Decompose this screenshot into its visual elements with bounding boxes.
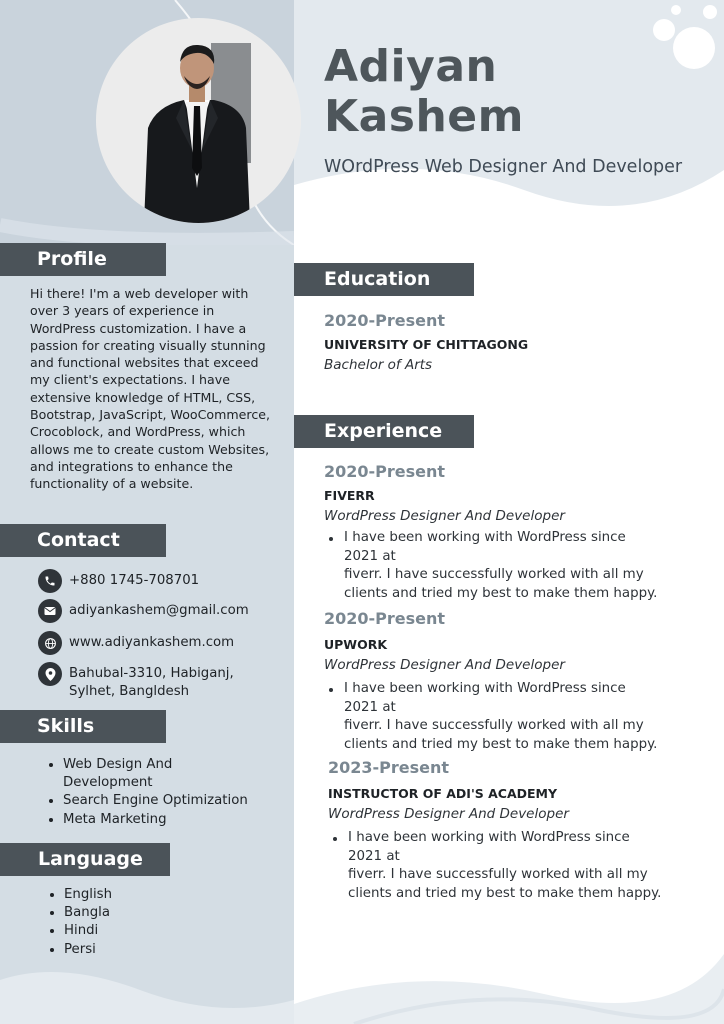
phone-icon — [38, 569, 62, 593]
experience-company: INSTRUCTOR OF ADI'S ACADEMY — [328, 786, 558, 801]
contact-address — [38, 662, 234, 701]
contact-phone — [38, 569, 199, 593]
footer-wave-decoration — [294, 914, 724, 1024]
bubble-decoration — [653, 19, 675, 41]
experience-description: I have been working with WordPress since 2021 at fiverr. I have successfully worked with all my clients and tried my best to make them happy. — [324, 529, 664, 603]
profile-heading: Profile — [0, 243, 166, 276]
contact-email — [38, 599, 249, 623]
education-institution: UNIVERSITY OF CHITTAGONG — [324, 337, 529, 352]
last-name: Kashem — [324, 91, 524, 142]
list-item: Persi — [48, 941, 248, 959]
list-item: Hindi — [48, 922, 248, 940]
email-address[interactable]: adiyankashem@gmail.com — [69, 603, 249, 618]
phone-number: +880 1745-708701 — [69, 573, 200, 588]
bubble-decoration — [703, 5, 717, 19]
website-link[interactable]: www.adiyankashem.com — [69, 635, 235, 650]
list-item: Bangla — [48, 904, 248, 922]
experience-date: 2020-Present — [324, 609, 446, 628]
language-list — [48, 886, 248, 959]
experience-role: WordPress Designer And Developer — [324, 657, 565, 673]
experience-description: I have been working with WordPress since 2021 at fiverr. I have successfully worked with all my clients and tried my best to make them happy. — [324, 680, 664, 754]
first-name: Adiyan — [324, 41, 498, 92]
bubble-decoration — [673, 27, 715, 69]
education-degree: Bachelor of Arts — [324, 357, 433, 373]
candidate-name — [324, 42, 524, 142]
contact-heading: Contact — [0, 524, 166, 557]
skills-heading: Skills — [0, 710, 166, 743]
email-icon — [38, 599, 62, 623]
experience-company: FIVERR — [324, 488, 375, 503]
contact-website — [38, 631, 234, 655]
sidebar-bottom-wave — [0, 960, 294, 1024]
list-item: Search Engine Optimization — [47, 792, 277, 810]
address-line-2: Sylhet, Bangldesh — [69, 684, 190, 699]
profile-summary: Hi there! I'm a web developer with over 3 years of experience in WordPress customization. I have a passion for creating visually stunning and functional websites that exceed my client's expectations. I have extensive knowledge of HTML, CSS, Bootstrap, JavaScript, WooCommerce, Crocoblock, and WordPress, which allows me to create custom Websites, and integrations to enhance the functionality of a website. — [30, 286, 271, 492]
address-line-1: Bahubal-3310, Habiganj, — [69, 666, 234, 681]
list-item: Web Design And Development — [47, 756, 277, 792]
footer-wave-background — [294, 914, 724, 1024]
education-date: 2020-Present — [324, 311, 446, 330]
experience-date: 2020-Present — [324, 462, 446, 481]
address — [69, 662, 234, 701]
education-heading: Education — [294, 263, 474, 296]
globe-icon — [38, 631, 62, 655]
experience-company: UPWORK — [324, 637, 388, 652]
experience-date: 2023-Present — [328, 758, 450, 777]
job-title: WOrdPress Web Designer And Developer — [324, 157, 683, 177]
experience-role: WordPress Designer And Developer — [324, 508, 565, 524]
list-item: Meta Marketing — [47, 811, 277, 829]
skills-list — [47, 756, 277, 829]
bubble-decoration — [671, 5, 681, 15]
person-portrait-image — [96, 18, 301, 223]
experience-description: I have been working with WordPress since 2021 at fiverr. I have successfully worked with all my clients and tried my best to make them happy. — [328, 829, 668, 903]
language-heading: Language — [0, 843, 170, 876]
list-item: English — [48, 886, 248, 904]
profile-photo — [96, 18, 301, 223]
experience-heading: Experience — [294, 415, 474, 448]
location-pin-icon — [38, 662, 62, 686]
experience-role: WordPress Designer And Developer — [328, 806, 569, 822]
